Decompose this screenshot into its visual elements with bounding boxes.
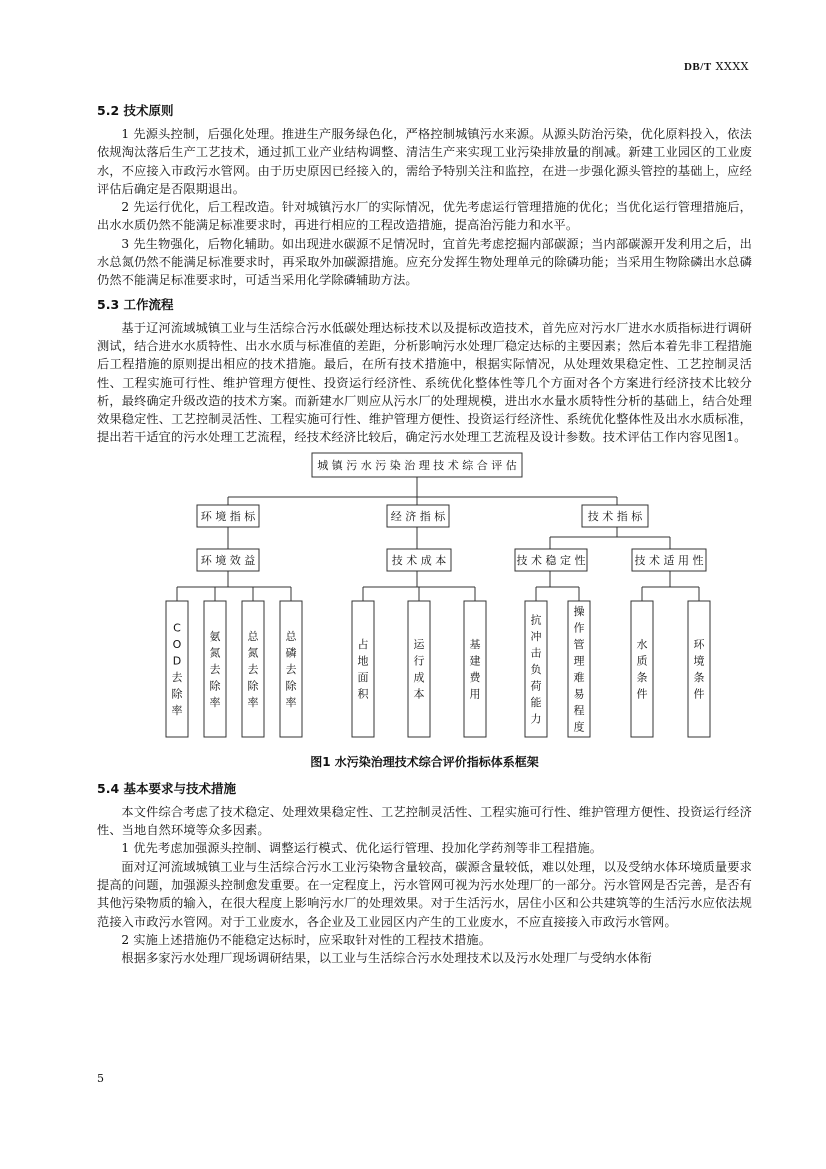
leaf-char: 除 xyxy=(285,679,297,692)
leaf-char: 磷 xyxy=(285,646,297,659)
leaf-box-land xyxy=(352,601,374,737)
section-5-4-para-1: 本文件综合考虑了技术稳定、处理效果稳定性、工艺控制灵活性、工程实施可行性、维护管理方便性、投资运行经济性、当地自然环境等众多因素。 xyxy=(97,804,752,838)
l2-label-tech-cost: 技 术 成 本 xyxy=(391,553,447,567)
leaf-char: 去 xyxy=(247,662,259,676)
leaf-box-opcost xyxy=(408,601,430,737)
leaf-char: D xyxy=(172,654,182,668)
leaf-char: 条 xyxy=(636,670,648,684)
leaf-char: 度 xyxy=(573,720,585,734)
leaf-char: 运 xyxy=(413,637,425,651)
section-5-4-para-2: 1 优先考虑加强源头控制、调整运行模式、优化运行管理、投加化学药剂等非工程措施。 xyxy=(121,841,603,856)
leaf-char: C xyxy=(173,621,181,635)
leaf-char: 作 xyxy=(573,621,585,635)
leaf-char: 冲 xyxy=(530,629,542,643)
leaf-char: 地 xyxy=(357,654,369,668)
leaf-char: 质 xyxy=(636,654,648,668)
l1-label-econ: 经 济 指 标 xyxy=(390,509,446,523)
leaf-char: 件 xyxy=(636,687,648,701)
leaf-char: 件 xyxy=(693,687,705,701)
leaf-char: 总 xyxy=(247,629,259,643)
root-label: 城 镇 污 水 污 染 治 理 技 术 综 合 评 估 xyxy=(317,458,517,472)
leaf-char: 力 xyxy=(530,712,542,725)
leaf-char: 基 xyxy=(469,637,481,651)
section-5-4-para-3: 面对辽河流域城镇工业与生活综合污水工业污染物含量较高，碳源含量较低，难以处理，以及受纳水体环境质量要求提高的问题，加强源头控制愈发重要。在一定程度上，污水管网可视为污水处理厂的一部分。污水管网是否完善，是否有其他污染物质的输入，在很大程度上影响污水厂的处理效果。对于生活污水，居住小区和公共建筑等的生活污水应依法规范接入市政污水管网。对于工业废水，各企业及工业园区内产生的工业废水，不应直接接入市政污水管网。 xyxy=(97,859,752,929)
l2-label-env-benefit: 环 境 效 益 xyxy=(200,553,256,567)
leaf-char: 除 xyxy=(209,679,221,692)
leaf-char: 氮 xyxy=(209,646,221,659)
leaf-char: 难 xyxy=(573,670,585,684)
section-5-4-heading: 5.4 基本要求与技术措施 xyxy=(97,780,236,796)
evaluation-framework-diagram xyxy=(97,451,752,751)
leaf-char: 率 xyxy=(247,695,259,709)
page-content xyxy=(97,96,752,967)
l1-label-tech: 技 术 指 标 xyxy=(587,509,643,523)
leaf-char: 用 xyxy=(469,687,481,701)
leaf-char: 除 xyxy=(171,687,183,701)
section-5-4-para-5: 根据多家污水处理厂现场调研结果，以工业与生活综合污水处理技术以及污水处理厂与受纳水体衔 xyxy=(121,951,652,966)
leaf-char: 率 xyxy=(209,695,221,709)
l1-label-env: 环 境 指 标 xyxy=(200,509,256,523)
section-5-2-para-3: 3 先生物强化，后物化辅助。如出现进水碳源不足情况时，宜首先考虑挖掘内部碳源；当内部碳源开发利用之后，出水总氮仍然不能满足标准要求时，再采取外加碳源措施。应充分发挥生物处理单元的除磷功能；当采用生物除磷出水总磷仍然不能满足标准要求时，可适当采用化学除磷辅助方法。 xyxy=(97,236,752,288)
section-5-2-heading: 5.2 技术原则 xyxy=(97,103,174,118)
leaf-char: 占 xyxy=(357,637,369,651)
leaf-char: 总 xyxy=(285,629,297,643)
document-code: DB/T XXXX xyxy=(683,60,749,73)
leaf-char: 成 xyxy=(413,670,425,684)
leaf-box-capex xyxy=(464,601,486,737)
leaf-char: 去 xyxy=(171,670,183,684)
leaf-char: 击 xyxy=(530,646,542,659)
leaf-char: 积 xyxy=(357,687,369,701)
leaf-box-water-quality xyxy=(631,601,653,737)
section-5-2-para-1: 1 先源头控制，后强化处理。推进生产服务绿色化，严格控制城镇污水来源。从源头防治污染，优化原料投入，依法依规淘汰落后生产工艺技术，通过抓工业产业结构调整、清洁生产来实现工业污染排放量的削减。新建工业园区的工业废水，不应接入市政污水管网。由于历史原因已经接入的，需给予特别关注和监控，在进一步强化源头管控的基础上，应经评估后确定是否限期退出。 xyxy=(97,127,752,196)
leaf-char: 负 xyxy=(530,662,542,676)
figure-caption: 图1 水污染治理技术综合评价指标体系框架 xyxy=(310,754,539,769)
leaf-char: 氮 xyxy=(247,646,259,659)
section-5-3-para-1: 基于辽河流域城镇工业与生活综合污水低碳处理达标技术以及提标改造技术，首先应对污水厂进水水质指标进行调研测试，结合进水水质特性、出水水质与标准值的差距，分析影响污水处理厂稳定达标的主要因素；然后本着先非工程措施后工程措施的原则提出相应的技术措施。最后，在所有技术措施中，根据实际情况，从处理效果稳定性、工艺控制灵活性、工程实施可行性、维护管理方便性、投资运行经济性、系统优化整体性等几个方面对各个方案进行经济技术比较分析，最终确定升级改造的技术方案。而新建水厂则应从污水厂的处理规模，进出水水量水质特性分析的基础上，结合处理效果稳定性、工艺控制灵活性、工程实施可行性、维护管理方便性、投资运行经济性、系统优化整体性及出水水质标准，提出若干适宜的污水处理工艺流程，经技术经济比较后，确定污水处理工艺流程及设计参数。技术评估工作内容见图1。 xyxy=(97,320,752,445)
leaf-char: 费 xyxy=(469,670,481,684)
l2-label-tech-stability: 技 术 稳 定 性 xyxy=(516,553,586,567)
leaf-char: 抗 xyxy=(530,613,542,626)
leaf-char: 本 xyxy=(413,687,425,701)
leaf-char: 水 xyxy=(636,637,648,651)
leaf-char: 行 xyxy=(413,654,425,668)
leaf-char: 易 xyxy=(573,687,585,701)
leaf-char: 操 xyxy=(573,604,585,618)
leaf-char: 率 xyxy=(285,695,297,709)
leaf-char: 理 xyxy=(573,654,585,668)
leaf-char: 程 xyxy=(573,703,585,717)
page-number: 5 xyxy=(97,1072,104,1085)
leaf-char: 环 xyxy=(693,637,705,651)
l2-label-tech-applicability: 技 术 适 用 性 xyxy=(634,553,704,567)
diagram-svg xyxy=(97,451,752,751)
leaf-labels xyxy=(172,604,706,734)
leaf-char: 去 xyxy=(285,662,297,676)
leaf-char: 面 xyxy=(357,670,369,684)
section-5-4-para-4: 2 实施上述措施仍不能稳定达标时，应采取针对性的工程技术措施。 xyxy=(121,932,492,947)
leaf-char: 率 xyxy=(171,703,183,717)
leaf-char: 氨 xyxy=(209,629,221,643)
leaf-char: 能 xyxy=(530,695,542,709)
section-5-3-heading: 5.3 工作流程 xyxy=(97,296,174,312)
leaf-char: 境 xyxy=(693,654,705,668)
leaf-char: 管 xyxy=(573,637,585,651)
leaf-char: 建 xyxy=(469,654,481,668)
leaf-char: 条 xyxy=(693,670,705,684)
leaf-char: 荷 xyxy=(530,679,542,692)
section-5-2-para-2: 2 先运行优化，后工程改造。针对城镇污水厂的实际情况，优先考虑运行管理措施的优化；当优化运行管理措施后，出水水质仍然不能满足标准要求时，再进行相应的工程改造措施，提高治污能力和水平。 xyxy=(97,200,752,233)
leaf-char: 除 xyxy=(247,679,259,692)
leaf-char: O xyxy=(172,637,182,651)
leaf-char: 去 xyxy=(209,662,221,676)
leaf-box-environment xyxy=(688,601,710,737)
